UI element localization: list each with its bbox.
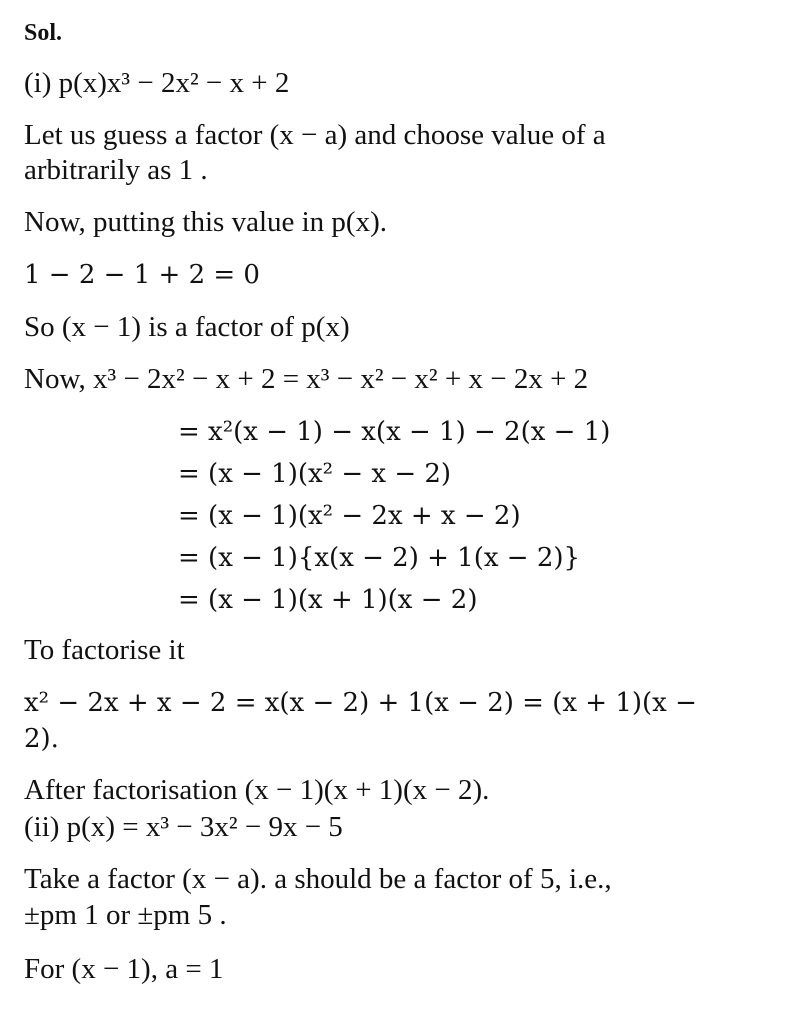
- part-i-polynomial: (i) p(x)x³ − 2x² − x + 2: [24, 67, 290, 99]
- after-factorisation: After factorisation (x − 1)(x + 1)(x − 2).: [24, 774, 490, 806]
- factor-candidates: ±pm 1 or ±pm 5 .: [24, 899, 227, 931]
- guess-factor-text: Let us guess a factor (x − a) and choose value of a: [24, 119, 606, 151]
- for-factor-line: For (x − 1), a = 1: [24, 953, 224, 985]
- substitution-text: Now, putting this value in p(x).: [24, 206, 387, 238]
- guess-factor-text-cont: arbitrarily as 1 .: [24, 154, 208, 186]
- solution-heading: Sol.: [24, 20, 63, 46]
- step-3: = (x − 1)(x² − 2x + x − 2): [178, 501, 521, 531]
- take-factor-text: Take a factor (x − a). a should be a factor of 5, i.e.,: [24, 863, 612, 895]
- expansion-line: Now, x³ − 2x² − x + 2 = x³ − x² − x² + x − 2x + 2: [24, 363, 589, 395]
- step-2: = (x − 1)(x² − x − 2): [178, 459, 452, 489]
- factor-conclusion: So (x − 1) is a factor of p(x): [24, 311, 350, 343]
- evaluation-line: 1 − 2 − 1 + 2 = 0: [24, 260, 260, 290]
- step-4: = (x − 1){x(x − 2) + 1(x − 2)}: [178, 543, 581, 573]
- factorise-heading: To factorise it: [24, 634, 185, 666]
- factorise-line-cont: 2).: [24, 724, 59, 754]
- step-5: = (x − 1)(x + 1)(x − 2): [178, 585, 478, 615]
- step-1: = x²(x − 1) − x(x − 1) − 2(x − 1): [178, 417, 611, 447]
- part-ii-polynomial: (ii) p(x) = x³ − 3x² − 9x − 5: [24, 811, 343, 843]
- factorise-line: x² − 2x + x − 2 = x(x − 2) + 1(x − 2) = (x + 1)(x −: [24, 688, 697, 718]
